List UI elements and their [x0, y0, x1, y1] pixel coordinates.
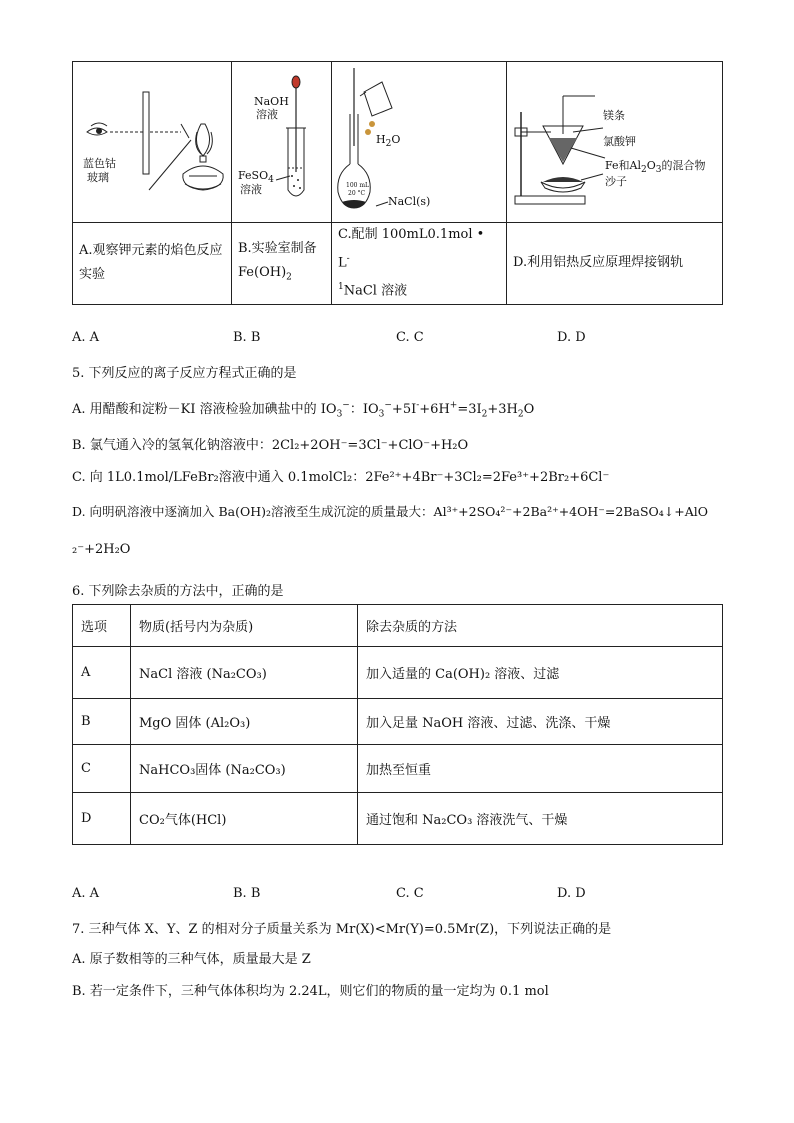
- header-substance: 物质(括号内为杂质): [131, 605, 358, 647]
- q6-option-a[interactable]: A. A: [72, 886, 100, 901]
- row-b-option: B: [73, 699, 131, 745]
- q5-option-d[interactable]: D. 向明矾溶液中逐滴加入 Ba(OH)₂溶液至生成沉淀的质量最大：Al³⁺+2SO₄²⁻+2Ba²⁺+4OH⁻=2BaSO₄↓+AlO: [72, 504, 708, 519]
- flame-test-diagram: [73, 62, 232, 218]
- table-header-row: [73, 605, 723, 647]
- label-kclo3: 氯酸钾: [603, 135, 636, 148]
- header-option: 选项: [73, 605, 131, 647]
- row-c-option: C: [73, 745, 131, 793]
- q7-option-a[interactable]: A. 原子数相等的三种气体，质量最大是 Z: [72, 952, 311, 967]
- q6-option-d[interactable]: D. D: [557, 886, 586, 901]
- table-row: [73, 793, 723, 845]
- q4-option-d[interactable]: D. D: [557, 330, 586, 345]
- label-cobalt-glass-2: 玻璃: [87, 171, 109, 184]
- header-method: 除去杂质的方法: [358, 605, 723, 647]
- label-feso4: FeSO$_4$: [238, 169, 274, 186]
- q7-option-b[interactable]: B. 若一定条件下，三种气体体积均为 2.24L，则它们的物质的量一定均为 0.1 mol: [72, 984, 549, 999]
- caption-a: A.观察钾元素的焰色反应实验: [73, 223, 232, 305]
- label-flask-volume: 100 mL: [346, 182, 370, 189]
- row-a-option: A: [73, 647, 131, 699]
- row-a-substance: NaCl 溶液 (Na₂CO₃): [131, 647, 358, 699]
- q5-option-d-continued: ₂⁻+2H₂O: [72, 542, 131, 557]
- row-d-option: D: [73, 793, 131, 845]
- figure-flame-test: [73, 62, 232, 223]
- row-c-substance: NaHCO₃固体 (Na₂CO₃): [131, 745, 358, 793]
- label-feso4-solution: 溶液: [240, 183, 262, 196]
- table-row: [73, 745, 723, 793]
- label-fe-al2o3-mixture: Fe和$Al_2O_3$的混合物: [605, 159, 706, 176]
- row-b-method: 加入足量 NaOH 溶液、过滤、洗涤、干燥: [358, 699, 723, 745]
- row-c-method: 加热至恒重: [358, 745, 723, 793]
- q5-stem: 5. 下列反应的离子反应方程式正确的是: [72, 366, 297, 381]
- q6-option-c[interactable]: C. C: [396, 886, 424, 901]
- q4-option-a[interactable]: A. A: [72, 330, 100, 345]
- figure-feoh2: [232, 62, 332, 223]
- label-naoh: NaOH: [254, 95, 289, 108]
- row-b-substance: MgO 固体 (Al₂O₃): [131, 699, 358, 745]
- q5-option-a[interactable]: A. 用醋酸和淀粉－KI 溶液检验加碘盐中的 $IO_3^-$：$IO_3^-+5I^-+6H^+=3I_2+3H_2O$: [72, 400, 535, 420]
- label-cobalt-glass: 蓝色钴: [83, 157, 116, 170]
- label-mg-ribbon: 镁条: [603, 109, 625, 122]
- row-a-method: 加入适量的 Ca(OH)₂ 溶液、过滤: [358, 647, 723, 699]
- q5-option-c[interactable]: C. 向 1L0.1mol/LFeBr₂溶液中通入 0.1molCl₂：2Fe²⁺+4Br⁻+3Cl₂=2Fe³⁺+2Br₂+6Cl⁻: [72, 470, 610, 485]
- label-naoh-solution: 溶液: [256, 108, 278, 121]
- row-d-method: 通过饱和 Na₂CO₃ 溶液洗气、干燥: [358, 793, 723, 845]
- row-d-substance: CO₂气体(HCl): [131, 793, 358, 845]
- q5-option-b[interactable]: B. 氯气通入冷的氢氧化钠溶液中：2Cl₂+2OH⁻=3Cl⁻+ClO⁻+H₂O: [72, 438, 469, 453]
- figure-volumetric-flask: [332, 62, 507, 223]
- label-h2o: $H_2O$: [376, 133, 401, 150]
- experiment-table: [72, 61, 723, 305]
- purification-table: [72, 604, 723, 845]
- q4-option-b[interactable]: B. B: [233, 330, 261, 345]
- caption-b: B.实验室制备$Fe(OH)_2$: [232, 223, 332, 305]
- q7-stem: 7. 三种气体 X、Y、Z 的相对分子质量关系为 Mr(X)<Mr(Y)=0.5Mr(Z)，下列说法正确的是: [72, 922, 612, 937]
- label-flask-temp: 20 °C: [348, 190, 366, 197]
- q6-stem: 6. 下列除去杂质的方法中，正确的是: [72, 584, 284, 599]
- q4-option-c[interactable]: C. C: [396, 330, 424, 345]
- label-nacl-solid: NaCl(s): [388, 195, 431, 208]
- table-row: [73, 699, 723, 745]
- figure-thermite: [507, 62, 723, 223]
- table-row: [73, 647, 723, 699]
- q6-option-b[interactable]: B. B: [233, 886, 261, 901]
- caption-d: D.利用铝热反应原理焊接钢轨: [507, 223, 723, 305]
- label-sand: 沙子: [605, 175, 627, 188]
- caption-c: C.配制 100mL0.1mol • L- $^1$NaCl 溶液: [332, 223, 507, 305]
